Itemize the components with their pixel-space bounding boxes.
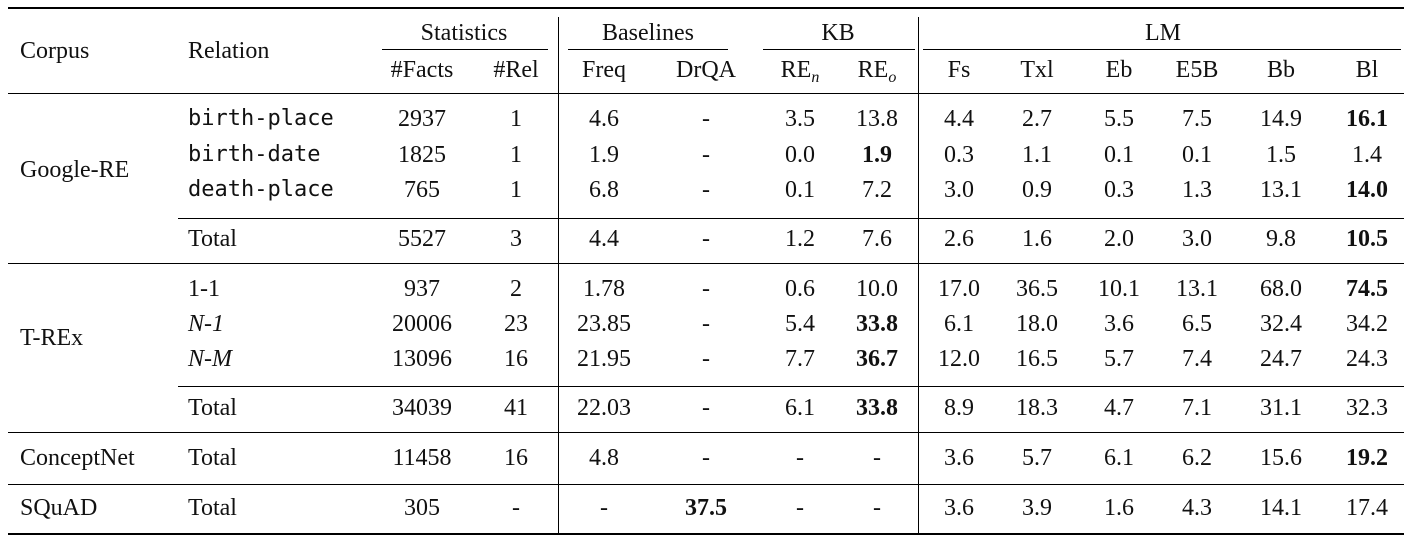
value-cell: 14.9 [1260, 106, 1302, 132]
header-re-o [858, 55, 897, 85]
value-cell-best: 19.2 [1346, 445, 1388, 471]
value-cell: 7.1 [1182, 395, 1212, 421]
value-cell: 7.5 [1182, 106, 1212, 132]
value-cell: - [702, 276, 710, 302]
value-cell: 0.1 [785, 177, 815, 203]
value-cell-best: 14.0 [1346, 177, 1388, 203]
value-cell: 6.1 [944, 311, 974, 337]
value-cell: 10.1 [1098, 276, 1140, 302]
top-rule [8, 7, 1404, 9]
value-cell: 9.8 [1266, 226, 1296, 252]
value-cell: 5527 [398, 226, 446, 252]
value-cell: 7.2 [862, 177, 892, 203]
value-cell: 2937 [398, 106, 446, 132]
value-cell: 36.5 [1016, 276, 1058, 302]
relation-cell: 1-1 [188, 276, 220, 302]
value-cell: 3.5 [785, 106, 815, 132]
value-cell: 18.0 [1016, 311, 1058, 337]
value-cell: 7.4 [1182, 346, 1212, 372]
header-fs: Fs [947, 57, 971, 83]
value-cell: 14.1 [1260, 495, 1302, 521]
value-cell: 3.6 [1104, 311, 1134, 337]
value-cell: - [702, 311, 710, 337]
value-cell: 4.6 [589, 106, 619, 132]
header-facts: #Facts [390, 57, 454, 83]
header-lm: LM [1145, 20, 1181, 46]
value-cell: 1.9 [589, 142, 619, 168]
value-cell: - [702, 177, 710, 203]
value-cell-best: 36.7 [856, 346, 898, 372]
header-e5b: E5B [1175, 57, 1219, 83]
value-cell: 15.6 [1260, 445, 1302, 471]
value-cell: - [702, 226, 710, 252]
header-txl: Txl [1020, 57, 1054, 83]
relation-cell: Total [188, 445, 237, 471]
value-cell: 20006 [392, 311, 452, 337]
value-cell: 1.6 [1104, 495, 1134, 521]
value-cell: - [512, 495, 520, 521]
value-cell: 3.0 [1182, 226, 1212, 252]
value-cell: 0.3 [944, 142, 974, 168]
value-cell: - [796, 445, 804, 471]
value-cell: 34039 [392, 395, 452, 421]
relation-cell: Total [188, 226, 237, 252]
value-cell: 4.4 [944, 106, 974, 132]
value-cell: 10.0 [856, 276, 898, 302]
header-statistics: Statistics [420, 20, 508, 46]
header-re-o-sub: o [888, 69, 897, 86]
header-rule [8, 93, 1404, 94]
relation-cell: N-1 [188, 311, 224, 337]
corpus-t-rex: T-REx [20, 325, 84, 351]
value-cell: 0.9 [1022, 177, 1052, 203]
value-cell: 4.3 [1182, 495, 1212, 521]
value-cell: 21.95 [577, 346, 631, 372]
value-cell: 1825 [398, 142, 446, 168]
header-bb: Bb [1266, 57, 1296, 83]
value-cell: 6.1 [785, 395, 815, 421]
value-cell: 1.3 [1182, 177, 1212, 203]
value-cell: 3.0 [944, 177, 974, 203]
value-cell: 17.0 [938, 276, 980, 302]
value-cell: 7.6 [862, 226, 892, 252]
value-cell: - [873, 445, 881, 471]
value-cell-best: 37.5 [685, 495, 727, 521]
value-cell: 23 [504, 311, 528, 337]
header-baselines: Baselines [602, 20, 694, 46]
corpus-conceptnet: ConceptNet [20, 445, 135, 471]
value-cell: 1.4 [1352, 142, 1382, 168]
value-cell: 305 [404, 495, 440, 521]
value-cell: 3.9 [1022, 495, 1052, 521]
value-cell: 1 [510, 106, 522, 132]
group-rule-kb [763, 49, 915, 50]
value-cell: 13.1 [1260, 177, 1302, 203]
value-cell: 6.1 [1104, 445, 1134, 471]
value-cell: 6.5 [1182, 311, 1212, 337]
value-cell: 1 [510, 177, 522, 203]
header-rel: #Rel [493, 57, 539, 83]
value-cell: 16 [504, 445, 528, 471]
value-cell: 5.7 [1022, 445, 1052, 471]
corpus-google-re: Google-RE [20, 157, 130, 183]
header-re-n [781, 55, 820, 85]
value-cell: 1.6 [1022, 226, 1052, 252]
value-cell: 1.78 [583, 276, 625, 302]
value-cell: - [702, 106, 710, 132]
value-cell: - [702, 142, 710, 168]
header-re-n-base: RE [780, 57, 812, 83]
header-bl: Bl [1355, 57, 1379, 83]
value-cell: 32.4 [1260, 311, 1302, 337]
value-cell: 8.9 [944, 395, 974, 421]
value-cell-best: 10.5 [1346, 226, 1388, 252]
value-cell-best: 33.8 [856, 311, 898, 337]
value-cell: 11458 [392, 445, 452, 471]
value-cell: 13.1 [1176, 276, 1218, 302]
value-cell: - [702, 445, 710, 471]
value-cell: 765 [404, 177, 440, 203]
value-cell: 3.6 [944, 445, 974, 471]
value-cell: 937 [404, 276, 440, 302]
group-rule-baselines [568, 49, 728, 50]
value-cell: 32.3 [1346, 395, 1388, 421]
value-cell: 13096 [392, 346, 452, 372]
value-cell: 5.7 [1104, 346, 1134, 372]
value-cell-best: 16.1 [1346, 106, 1388, 132]
value-cell: 34.2 [1346, 311, 1388, 337]
value-cell: 4.8 [589, 445, 619, 471]
relation-cell: N-M [188, 346, 232, 372]
value-cell: 5.4 [785, 311, 815, 337]
value-cell: 3.6 [944, 495, 974, 521]
value-cell: - [702, 395, 710, 421]
group-rule-statistics [382, 49, 548, 50]
value-cell: - [600, 495, 608, 521]
header-relation: Relation [188, 38, 270, 64]
value-cell: 0.6 [785, 276, 815, 302]
relation-cell: birth-date [188, 142, 321, 167]
header-drqa: DrQA [676, 57, 736, 83]
value-cell: 1.5 [1266, 142, 1296, 168]
value-cell: 0.1 [1182, 142, 1212, 168]
header-re-n-sub: n [811, 69, 820, 86]
value-cell: 12.0 [938, 346, 980, 372]
value-cell-best: 1.9 [862, 142, 892, 168]
value-cell-best: 33.8 [856, 395, 898, 421]
value-cell: 1 [510, 142, 522, 168]
header-eb: Eb [1105, 57, 1133, 83]
value-cell-best: 74.5 [1346, 276, 1388, 302]
value-cell: 0.1 [1104, 142, 1134, 168]
value-cell: 5.5 [1104, 106, 1134, 132]
value-cell: - [796, 495, 804, 521]
value-cell: 0.3 [1104, 177, 1134, 203]
value-cell: 1.2 [785, 226, 815, 252]
value-cell: 7.7 [785, 346, 815, 372]
value-cell: 16.5 [1016, 346, 1058, 372]
value-cell: 0.0 [785, 142, 815, 168]
value-cell: 2 [510, 276, 522, 302]
value-cell: 18.3 [1016, 395, 1058, 421]
value-cell: 2.7 [1022, 106, 1052, 132]
value-cell: 2.6 [944, 226, 974, 252]
value-cell: 31.1 [1260, 395, 1302, 421]
value-cell: 6.8 [589, 177, 619, 203]
relation-cell: Total [188, 495, 237, 521]
value-cell: 6.2 [1182, 445, 1212, 471]
value-cell: 4.7 [1104, 395, 1134, 421]
relation-cell: death-place [188, 177, 334, 202]
header-freq: Freq [582, 57, 626, 83]
rule-after-conceptnet [8, 484, 1404, 485]
value-cell: 17.4 [1346, 495, 1388, 521]
google-re-total-rule [178, 218, 1404, 219]
rule-after-google-re [8, 263, 1404, 264]
relation-cell: Total [188, 395, 237, 421]
value-cell: 41 [504, 395, 528, 421]
value-cell: - [873, 495, 881, 521]
value-cell: 2.0 [1104, 226, 1134, 252]
value-cell: 24.7 [1260, 346, 1302, 372]
value-cell: - [702, 346, 710, 372]
vline-statistics-baselines [558, 17, 559, 535]
t-rex-total-rule [178, 386, 1404, 387]
vline-kb-lm [918, 17, 919, 535]
value-cell: 23.85 [577, 311, 631, 337]
header-corpus: Corpus [20, 38, 90, 64]
value-cell: 68.0 [1260, 276, 1302, 302]
header-kb: KB [821, 20, 855, 46]
rule-after-t-rex [8, 432, 1404, 433]
value-cell: 4.4 [589, 226, 619, 252]
value-cell: 1.1 [1022, 142, 1052, 168]
value-cell: 3 [510, 226, 522, 252]
header-re-o-base: RE [857, 57, 889, 83]
value-cell: 22.03 [577, 395, 631, 421]
group-rule-lm [923, 49, 1401, 50]
value-cell: 16 [504, 346, 528, 372]
value-cell: 24.3 [1346, 346, 1388, 372]
corpus-squad: SQuAD [20, 495, 98, 521]
value-cell: 13.8 [856, 106, 898, 132]
bottom-rule [8, 533, 1404, 535]
relation-cell: birth-place [188, 106, 334, 131]
